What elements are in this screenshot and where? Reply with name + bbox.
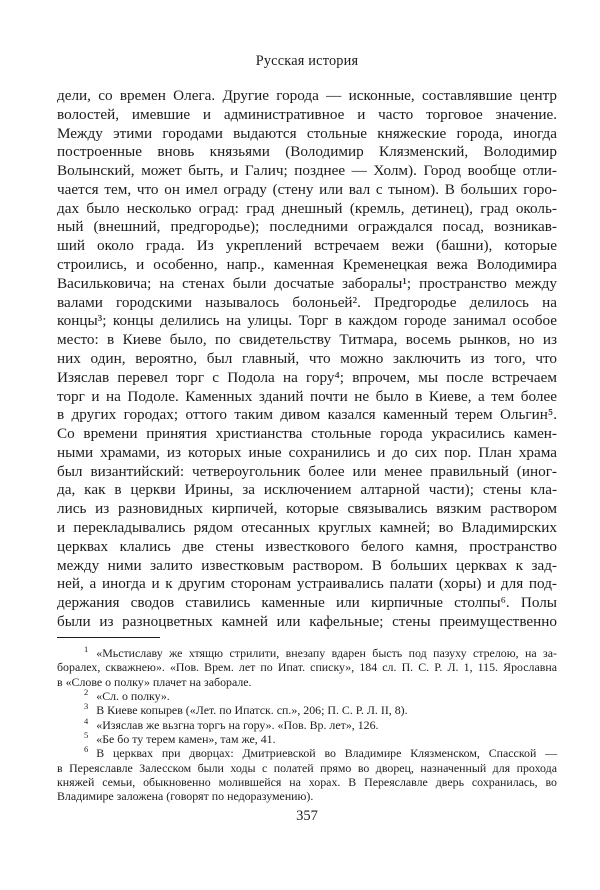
text-line: Изяслав перевел торг с Подола на гору⁴; впрочем, мы после встречаем — [57, 368, 557, 386]
footnote-first-line — [57, 646, 557, 660]
footnote-text: «Бе бо ту терем камен», там же, 41. — [96, 732, 276, 747]
text-line: ней, а иногда и к другим сторонам устраивались палати (хоры) и для под- — [57, 575, 557, 593]
text-line: построенные вновь князьями (Володимир Клязменский, Володимир — [57, 143, 557, 161]
footnote-separator — [57, 637, 160, 638]
text-line: дели, со времен Олега. Другие города — исконные, составлявшие центр — [57, 87, 557, 104]
footnote-line: в Переяславле Залесском были ходы с полатей прямо во дворец, назначенный для прохода — [57, 760, 557, 775]
text-line: в других городах; оттого таким дивом казался каменный терем Ольгин⁵. — [57, 406, 557, 424]
footnote-line: княжей семьи, обыкновенно молившейся на хорах. В Переяславле дверь сохранилась, во — [57, 775, 557, 790]
footnote-first-line — [57, 703, 557, 717]
page-number: 357 — [296, 808, 318, 824]
text-line: между ними залито известковым раствором. В больших церквах к зад- — [57, 556, 557, 574]
footnote-first-line — [57, 715, 557, 732]
text-line: Между этими городами выдаются стольные княжеские города, иногда — [57, 124, 557, 142]
text-line: валами городскими называлось болоньей². Предгородье делилось на — [57, 293, 557, 311]
footnote-marker: 3 — [84, 701, 89, 712]
footnote-text: «Изяслав же вьзгна торгъ на гору». «Пов. Вр. лет», 126. — [96, 717, 379, 732]
footnotes — [57, 646, 557, 804]
footnote-line: в «Слове о полку» плачет на заборале. — [57, 674, 252, 689]
running-header: Русская история — [255, 53, 359, 69]
text-line: Волынский, может быть, и Галич; позднее — Холм). Город вообще отли- — [57, 162, 557, 180]
text-line: место: в Киеве было, по свидетельству Титмара, восемь рынков, но из — [57, 331, 557, 349]
text-line: них один, вероятно, был главный, что можно заключить из того, что — [57, 349, 557, 367]
text-line: лись из разновидных кирпичей, которые связывались вязким раствором — [57, 500, 557, 518]
footnote-text: «Мьстиславу же хтящю стрилити, внезапу вдарен бысть под пазуху стрелою, на за- — [96, 646, 557, 660]
text-line: Васильковича; на стенах были досчатые заборалы¹; пространство между — [57, 274, 557, 292]
footnote-line: Владимире заложена (говорят по недоразумению). — [57, 789, 314, 804]
text-line: Со времени принятия христианства стольные города украсились камен- — [57, 425, 557, 443]
text-line: торг и на Подоле. Каменных зданий почти не было в Киеве, а тем более — [57, 387, 557, 405]
text-line: церквах клались две стены известкового белого камня, пространство — [57, 537, 557, 555]
text-line: строились, и особенно, напр., каменная Кременецкая вежа Володимира — [57, 256, 557, 274]
text-line: ными храмами, из которых иные сохранились и до сих пор. План храма — [57, 443, 557, 461]
footnote-first-line — [57, 689, 557, 703]
text-line: да, как в церкви Ирины, за исключением алтарной части); стены кла- — [57, 481, 557, 499]
text-line: и перекладывались рядом отесанных круглых камней; во Владимирских — [57, 518, 557, 536]
footnote-marker: 5 — [84, 730, 89, 741]
footnote-first-line — [57, 732, 557, 746]
text-line: волостей, имевшие и административное и часто торговое значение. — [57, 105, 557, 123]
footnote-marker: 1 — [84, 644, 89, 655]
text-line: были из разноцветных камней или кафельные; стены преимущественно — [57, 612, 557, 630]
footnote-marker: 6 — [84, 744, 89, 755]
footnote-marker: 4 — [84, 715, 89, 726]
text-line: дах было несколько оград: град днешный (кремль, детинец), град околь- — [57, 199, 557, 217]
text-line: держания сводов ставились каменные или кирпичные столпы⁶. Полы — [57, 594, 557, 612]
footnote-first-line — [57, 746, 557, 760]
text-line: концы³; концы делились на улицы. Торг в каждом городе занимал особое — [57, 312, 557, 330]
text-line: чается тем, что он имел ограду (стену или вал с тыном). В больших горо- — [57, 180, 557, 198]
footnote-marker: 2 — [84, 687, 89, 698]
text-line: ный (внешний, предгородье); последними ограждался посад, возникав- — [57, 218, 557, 236]
footnote-text: В Киеве копырев («Лет. по Ипатск. сп.», 206; П. С. Р. Л. II, 8). — [96, 703, 408, 718]
footnote-line: боралех, скважнею». «Пов. Врем. лет по Ипат. списку», 184 сл. П. С. Р. Л. 1, 115. Ярославна — [57, 660, 557, 675]
text-line: был византийский: четвероугольник более или менее правильный (иног- — [57, 462, 557, 480]
text-line: ший около града. Из укреплений встречаем вежи (башни), которые — [57, 237, 557, 255]
main-text — [57, 87, 557, 632]
footnote-text: «Сл. о полку». — [96, 689, 170, 704]
footnote-text: В церквах при дворцах: Дмитриевской во Владимире Клязменском, Спасской — — [96, 746, 557, 761]
